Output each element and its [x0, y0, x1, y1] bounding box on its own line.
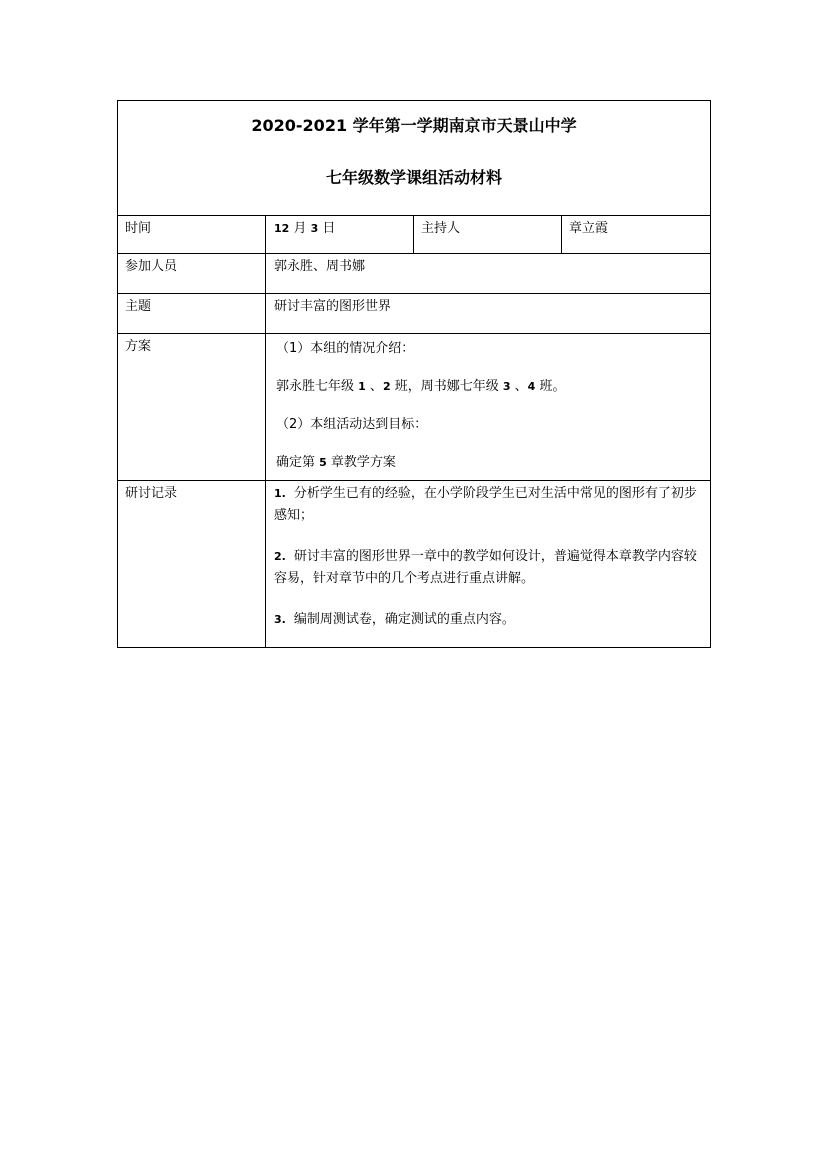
participants-label: 参加人员 — [118, 254, 266, 294]
plan-text: 班，周书娜七年级 — [390, 379, 503, 394]
record-item-text: 分析学生已有的经验，在小学阶段学生已对生活中常见的图形有了初步感知； — [274, 486, 697, 523]
record-item — [274, 609, 702, 631]
time-end: 日 — [318, 221, 336, 236]
time-value — [266, 216, 414, 254]
plan-line-1: （1）本组的情况介绍： — [276, 341, 415, 356]
plan-text: 章教学方案 — [326, 455, 396, 470]
record-item-text: 研讨丰富的图形世界一章中的教学如何设计，普遍觉得本章教学内容较容易，针对章节中的几个考点进行重点讲解。 — [274, 549, 697, 586]
plan-line-3: （2）本组活动达到目标： — [276, 417, 428, 432]
title-line-2: 七年级数学课组活动材料 — [326, 168, 503, 187]
record-content — [266, 481, 711, 648]
topic-value: 研讨丰富的图形世界 — [266, 294, 711, 334]
record-item — [274, 483, 702, 527]
plan-line-4 — [276, 453, 710, 472]
document-title — [118, 101, 711, 216]
plan-text: 班。 — [535, 379, 566, 394]
record-item-number: 3. — [274, 613, 286, 626]
time-month: 12 — [274, 222, 290, 235]
plan-number: 1 — [358, 380, 366, 393]
participants-value: 郭永胜、周书娜 — [266, 254, 711, 294]
record-item-text: 编制周测试卷，确定测试的重点内容。 — [293, 612, 515, 627]
host-value: 章立霞 — [562, 216, 711, 254]
record-item-number: 1. — [274, 487, 286, 500]
plan-number: 3 — [502, 380, 511, 393]
activity-form-table — [117, 100, 711, 648]
plan-line-2 — [276, 377, 710, 396]
title-line-1: 2020-2021 学年第一学期南京市天景山中学 — [251, 116, 577, 135]
time-mid: 月 — [289, 221, 311, 236]
record-label: 研讨记录 — [118, 481, 266, 648]
record-item — [274, 546, 702, 590]
time-day: 3 — [310, 222, 319, 235]
host-label: 主持人 — [414, 216, 562, 254]
topic-label: 主题 — [118, 294, 266, 334]
plan-number: 2 — [382, 380, 391, 393]
plan-number: 5 — [319, 456, 327, 469]
plan-number: 4 — [527, 380, 536, 393]
record-item-number: 2. — [274, 550, 286, 563]
time-label: 时间 — [118, 216, 266, 254]
plan-text: 、 — [510, 379, 528, 394]
plan-label: 方案 — [118, 334, 266, 481]
plan-content — [266, 334, 711, 481]
plan-text: 、 — [365, 379, 383, 394]
plan-text: 郭永胜七年级 — [276, 379, 359, 394]
plan-text: 确定第 — [276, 455, 320, 470]
